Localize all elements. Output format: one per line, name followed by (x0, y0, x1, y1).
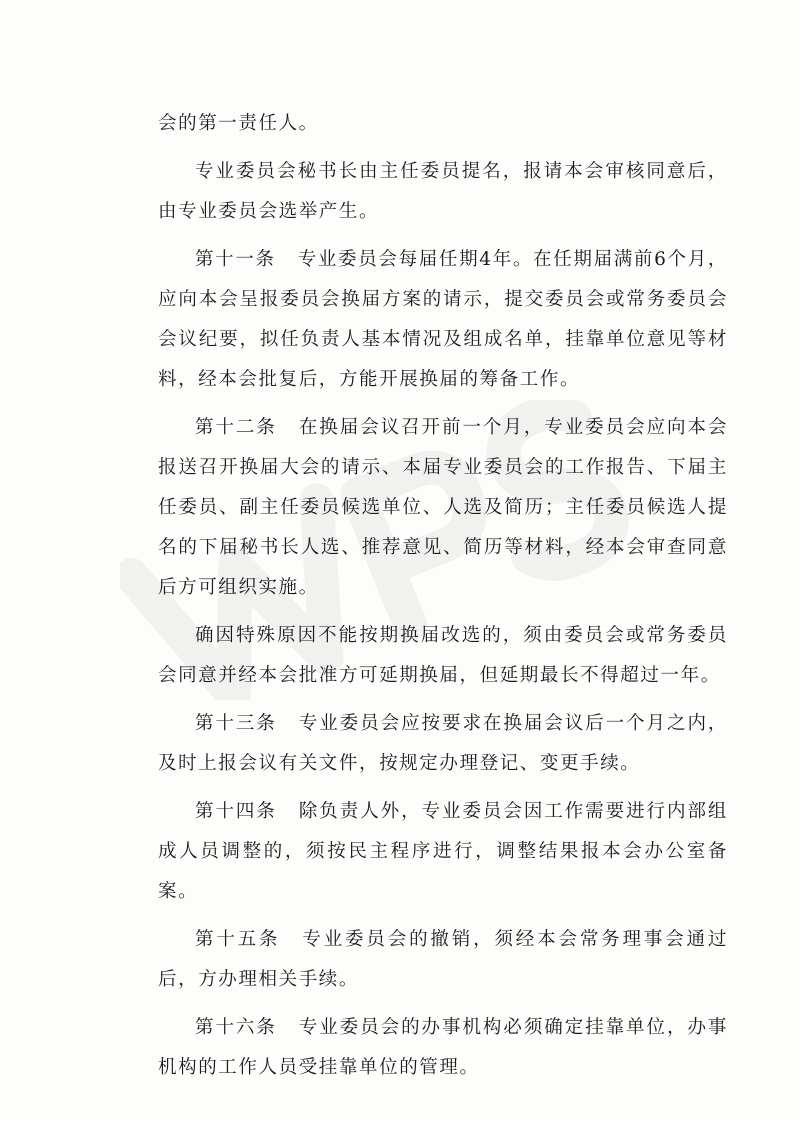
article-11: 第十一条 专业委员会每届任期4年。在任期届满前6个月，应向本会呈报委员会换届方案的请示，提交委员会或常务委员会会议纪要，拟任负责人基本情况及组成名单，挂靠单位意见等材料，经本会批复后，方能开展换届的筹备工作。 (158, 249, 728, 390)
article-heading: 第十一条 (195, 249, 276, 270)
article-heading: 第十五条 (195, 929, 281, 950)
article-15: 第十五条 专业委员会的撤销，须经本会常务理事会通过后，方办理相关手续。 (158, 929, 728, 990)
article-14: 第十四条 除负责人外，专业委员会因工作需要进行内部组成人员调整的，须按民主程序进行，调整结果报本会办公室备案。 (158, 801, 729, 902)
article-13: 第十三条 专业委员会应按要求在换届会议后一个月之内，及时上报会议有关文件，按规定办理登记、变更手续。 (158, 713, 729, 774)
document-body (158, 104, 728, 1096)
article-heading: 第十二条 (195, 417, 277, 438)
article-16: 第十六条 专业委员会的办事机构必须确定挂靠单位，办事机构的工作人员受挂靠单位的管理。 (158, 1017, 729, 1078)
article-heading: 第十六条 (195, 1017, 277, 1038)
paragraph-4: 确因特殊原因不能按期换届改选的，须由委员会或常务委员会同意并经本会批准方可延期换届，但延期最长不得超过一年。 (158, 625, 728, 686)
article-heading: 第十四条 (195, 801, 277, 822)
article-heading: 第十三条 (195, 713, 277, 734)
article-12: 第十二条 在换届会议召开前一个月，专业委员会应向本会报送召开换届大会的请示、本届专业委员会的工作报告、下届主任委员、副主任委员候选单位、人选及简历；主任委员候选人提名的下届秘书长人选、推荐意见、简历等材料，经本会审查同意后方可组织实施。 (158, 417, 729, 598)
paragraph-0: 会的第一责任人。 (158, 113, 319, 134)
paragraph-1: 专业委员会秘书长由主任委员提名，报请本会审核同意后，由专业委员会选举产生。 (158, 161, 728, 222)
